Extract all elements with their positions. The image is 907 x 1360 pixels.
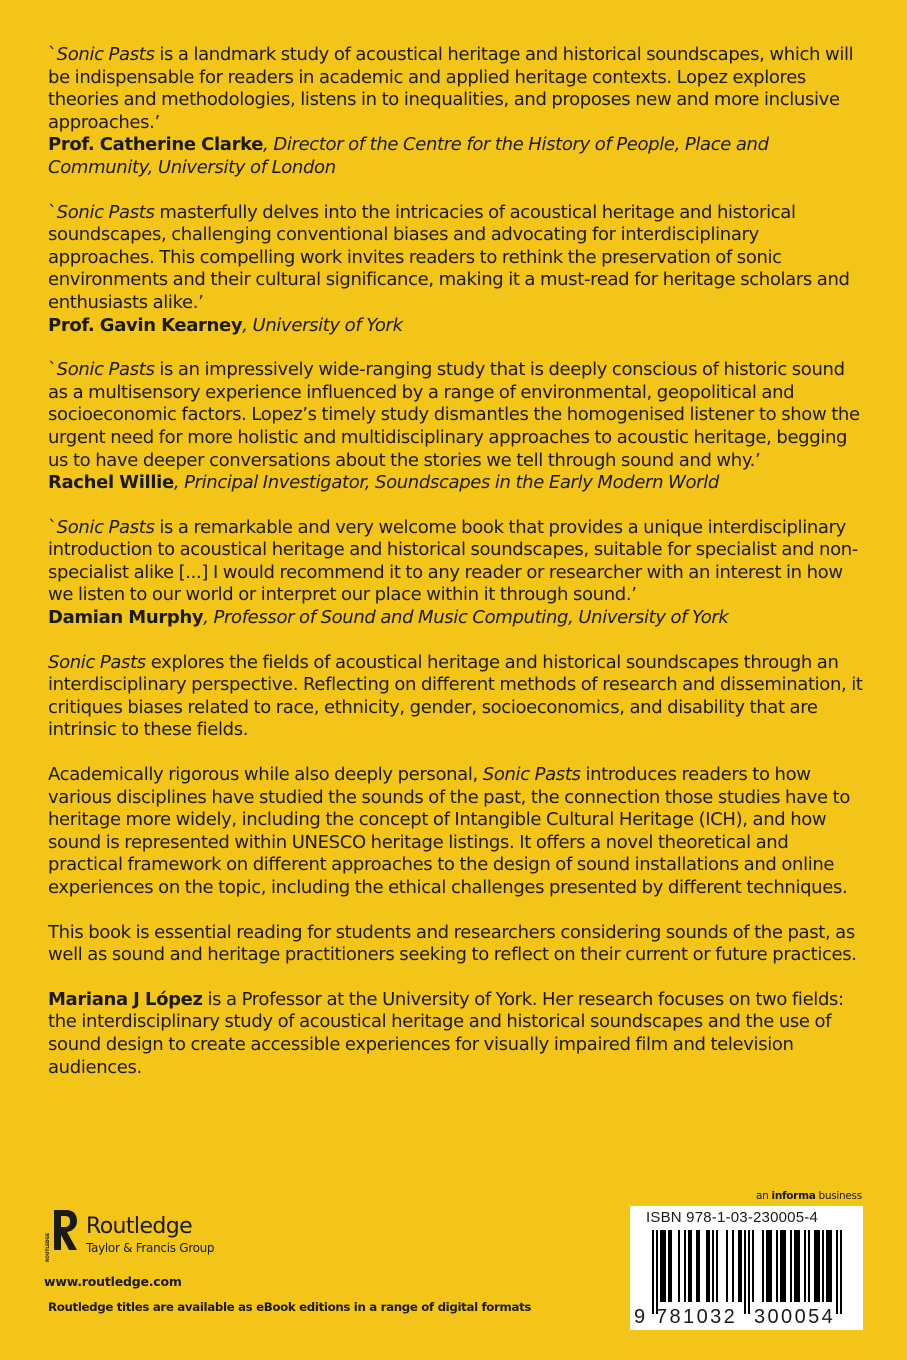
barcode-digits-right: 300054 xyxy=(754,1306,836,1328)
barcode-bar xyxy=(706,1230,708,1302)
endorser-affiliation: , Director of the Centre for the History of People, Place and Community, University of London xyxy=(48,134,769,178)
barcode-bar xyxy=(708,1230,710,1302)
endorser-affiliation: , University of York xyxy=(242,314,403,336)
barcode-bar xyxy=(652,1230,654,1314)
barcode-bar xyxy=(784,1230,786,1302)
barcode-bar xyxy=(804,1230,806,1302)
barcode-bar xyxy=(688,1230,690,1302)
barcode-bar xyxy=(748,1230,750,1314)
barcode-bar xyxy=(830,1230,832,1302)
routledge-logo xyxy=(44,1206,344,1264)
back-cover-text xyxy=(48,44,863,1101)
barcode-box xyxy=(630,1206,863,1330)
barcode-bar xyxy=(660,1230,662,1302)
barcode-bar xyxy=(780,1230,782,1302)
isbn-label: ISBN 978-1-03-230005-4 xyxy=(646,1209,819,1226)
barcode-bar xyxy=(698,1230,700,1302)
publisher-group: Taylor & Francis Group xyxy=(86,1241,215,1255)
endorser-affiliation: , Principal Investigator, Soundscapes in the Early Modern World xyxy=(173,472,719,494)
barcode-bar xyxy=(740,1230,742,1302)
barcode-bar xyxy=(796,1230,798,1302)
barcode-bar xyxy=(790,1230,792,1302)
barcode-digit-first: 9 xyxy=(634,1306,646,1328)
barcode-bar xyxy=(782,1230,784,1302)
endorsement-attribution xyxy=(48,134,863,179)
informa-tagline: an informa business xyxy=(756,1190,862,1202)
endorser-name: Prof. Catherine Clarke xyxy=(48,134,264,156)
publisher-name: Routledge xyxy=(86,1214,193,1239)
barcode-bar xyxy=(732,1230,734,1302)
book-title: Sonic Pasts xyxy=(56,44,155,65)
book-title: Sonic Pasts xyxy=(48,651,146,673)
barcode-bar xyxy=(716,1230,718,1302)
barcode-bar xyxy=(776,1230,778,1302)
barcode-bar xyxy=(816,1230,818,1302)
endorsement-attribution xyxy=(48,607,863,630)
barcode-bar xyxy=(690,1230,692,1302)
description-paragraph-2: Academically rigorous while also deeply personal, Sonic Pasts introduces readers to how various disciplines have studied the sounds of the past, the connection those studies have to heritage more widely, including the concept of Intangible Cultural Heritage (ICH), and how sound is represented within UNESCO heritage listings. It offers a novel theoretical and practical framework on different approaches to the design of sound installations and online experiences on the topic, including the ethical challenges presented by different techniques. xyxy=(48,764,851,898)
informa-brand: informa xyxy=(771,1190,816,1202)
barcode-bar xyxy=(822,1230,824,1302)
description-paragraph-3: This book is essential reading for students and researchers considering sounds of the past, as well as sound and heritage practitioners seeking to reflect on their current or future practices. xyxy=(48,921,857,966)
endorsement-quote: `Sonic Pasts is a remarkable and very welcome book that provides a unique interdisciplinary introduction to acoustical heritage and historical soundscapes, suitable for specialist and non-specialist alike [...] I would recommend it to any reader or researcher with an interest in how we listen to our world or interpret our place within it through sound.’ xyxy=(48,516,858,606)
barcode-digits xyxy=(630,1306,863,1330)
publisher-block xyxy=(44,1206,344,1289)
barcode-bar xyxy=(808,1230,810,1302)
endorser-affiliation: , Professor of Sound and Music Computing, University of York xyxy=(203,607,729,629)
barcode-bar xyxy=(738,1230,740,1302)
book-title: Sonic Pasts xyxy=(482,764,581,786)
endorser-name: Damian Murphy xyxy=(48,607,204,629)
barcode-bar xyxy=(770,1230,772,1302)
barcode-bar xyxy=(798,1230,800,1302)
barcode-bar xyxy=(762,1230,764,1302)
barcode-digits-left: 781032 xyxy=(656,1306,738,1328)
author-name: Mariana J López xyxy=(48,988,203,1010)
logo-vertical-text: ROUTLEDGE xyxy=(46,1232,51,1262)
author-bio: Mariana J López is a Professor at the University of York. Her research focuses on two fields: the interdisciplinary study of acoustical heritage and historical soundscapes and the use of sound design to create accessible experiences for visually impaired film and television audiences. xyxy=(48,988,844,1078)
barcode-bar xyxy=(726,1230,728,1302)
book-title: Sonic Pasts xyxy=(56,359,155,381)
endorsement-quote: `Sonic Pasts is an impressively wide-ranging study that is deeply conscious of historic sound as a multisensory experience influenced by a range of environmental, geopolitical and socioeconomic factors. Lopez’s timely study dismantles the homogenised listener to show the urgent need for more holistic and multidisciplinary approaches to acoustic heritage, begging us to have deeper conversations about the stories we tell through sound and why.’ xyxy=(48,359,860,471)
endorsement-quote: `Sonic Pasts masterfully delves into the intricacies of acoustical heritage and historical soundscapes, challenging conventional biases and advocating for interdisciplinary approaches. This compelling work invites readers to rethink the preservation of sonic environments and their cultural significance, making it a must-read for heritage scholars and enthusiasts alike.’ xyxy=(48,201,850,313)
barcode-bar xyxy=(712,1230,714,1302)
barcode-bar xyxy=(696,1230,698,1302)
book-title: Sonic Pasts xyxy=(56,201,155,223)
routledge-r-icon xyxy=(44,1206,80,1264)
ebook-note: Routledge titles are available as eBook editions in a range of digital formats xyxy=(48,1300,532,1314)
barcode-bar xyxy=(768,1230,770,1302)
endorsement-attribution xyxy=(48,472,863,495)
book-title: Sonic Pasts xyxy=(56,516,155,538)
barcode-bar xyxy=(836,1230,838,1314)
endorsement-1 xyxy=(48,44,863,180)
barcode-bar xyxy=(814,1230,816,1302)
barcode-bar xyxy=(670,1230,672,1302)
barcode-bar xyxy=(744,1230,746,1314)
endorsement-4 xyxy=(48,517,863,630)
barcode-bar xyxy=(818,1230,820,1302)
barcode-bar xyxy=(840,1230,842,1314)
description-paragraph-1: Sonic Pasts explores the fields of acoustical heritage and historical soundscapes through an interdisciplinary perspective. Reflecting on different methods of research and dissemination, it critiques biases related to race, ethnicity, gender, socioeconomics, and disability that are intrinsic to these fields. xyxy=(48,651,863,741)
barcode-bar xyxy=(766,1230,768,1302)
barcode-bar xyxy=(794,1230,796,1302)
barcode-bar xyxy=(678,1230,680,1302)
endorser-name: Rachel Willie xyxy=(48,472,174,494)
barcode-bar xyxy=(656,1230,658,1314)
endorsement-attribution xyxy=(48,315,863,338)
endorser-name: Prof. Gavin Kearney xyxy=(48,314,243,336)
endorsement-2 xyxy=(48,202,863,338)
barcode-bar xyxy=(664,1230,666,1302)
barcode-bar xyxy=(662,1230,664,1302)
publisher-url[interactable]: www.routledge.com xyxy=(44,1274,182,1289)
barcode-bar xyxy=(668,1230,670,1302)
barcode-bar xyxy=(752,1230,754,1302)
barcode-bar xyxy=(826,1230,828,1302)
endorsement-quote: `Sonic Pasts is a landmark study of acoustical heritage and historical soundscapes, which will be indispensable for readers in academic and applied heritage contexts. Lopez explores theories and methodologies, listens in to inequalities, and proposes new and more inclusive approaches.’ xyxy=(48,44,854,133)
endorsement-3 xyxy=(48,359,863,495)
barcode-bar xyxy=(828,1230,830,1302)
barcode-bar xyxy=(684,1230,686,1302)
